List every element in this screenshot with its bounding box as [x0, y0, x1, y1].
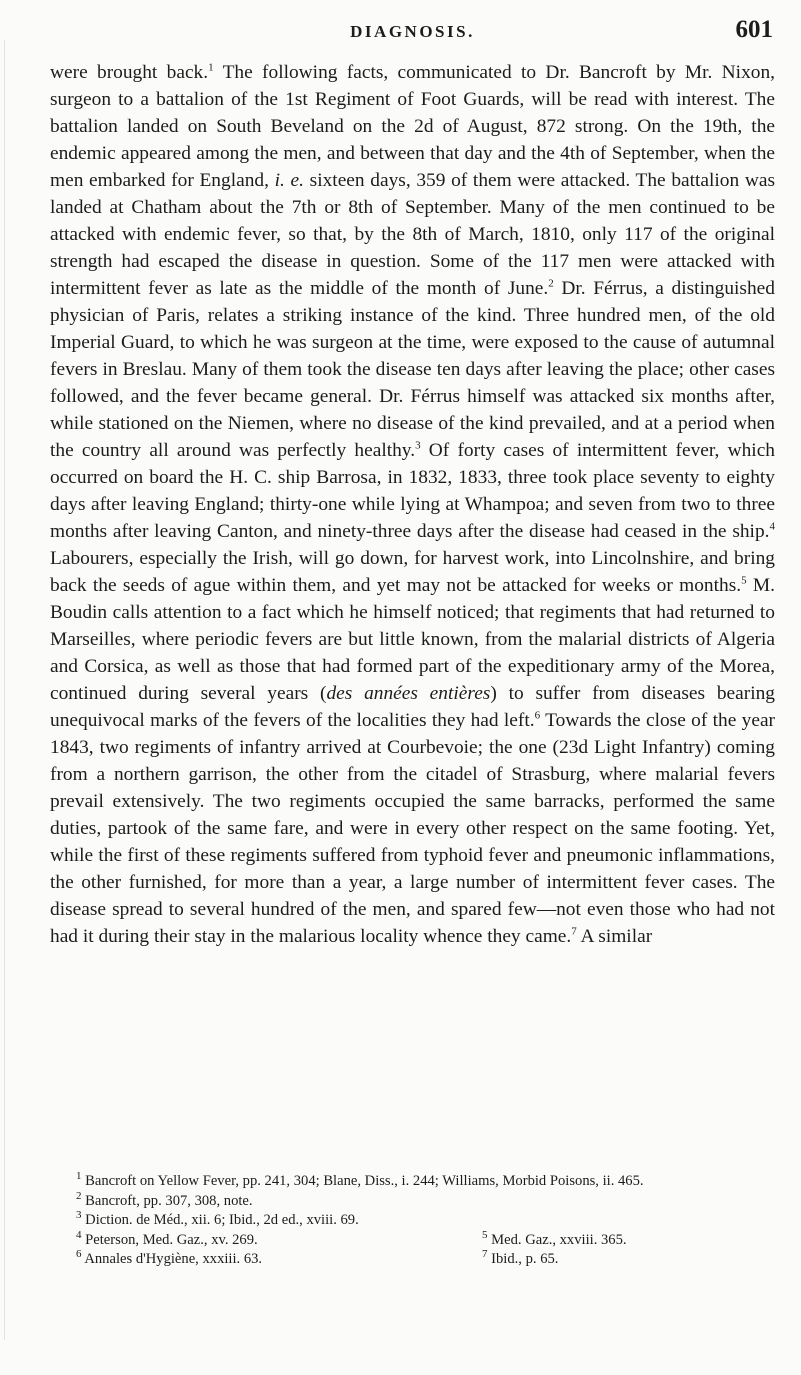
body-paragraph	[50, 59, 775, 950]
footnote-ref[interactable]: 5	[741, 574, 747, 587]
footnote-3	[50, 1211, 775, 1231]
running-head	[50, 12, 775, 52]
footnote-number: 7	[482, 1248, 488, 1261]
footnote-text: Peterson, Med. Gaz., xv. 269.	[81, 1231, 258, 1248]
page-number: 601	[735, 16, 773, 43]
footnote-number: 3	[76, 1209, 82, 1222]
footnote-ref[interactable]: 2	[548, 277, 554, 290]
text-segment: sixteen days, 359 of them were attacked. The battalion was landed at Chatham about the 7th or 8th of September. Many of the men continued to be attacked with endemic fever, so that, by the 8th of March, 1810, only 117 of the original strength had escaped the disease in question. Some of the 117 men were attacked with intermittent fever as late as the middle of the month of June.	[50, 170, 775, 299]
text-segment: Towards the close of the year 1843, two regiments of infantry arrived at Courbevoie; the one (23d Light Infantry) coming from a northern garrison, the other from the citadel of Strasburg, where malarial fevers prevail extensively. The two regiments occupied the same barracks, performed the same duties, partook of the same fare, and were in every other respect on the same footing. Yet, while the first of these regiments suffered from typhoid fever and pneumonic inflammations, the other furnished, for more than a year, a large number of intermittent fever cases. The disease spread to several hundred of the men, and spared few—not even those who had not had it during their stay in the malarious locality whence they came.	[50, 710, 776, 947]
footnote-6	[50, 1250, 482, 1270]
footnote-1	[50, 1172, 775, 1192]
footnote-7	[482, 1250, 558, 1270]
footnote-number: 1	[76, 1170, 82, 1183]
footnote-4	[50, 1228, 482, 1251]
italic-text: i. e.	[274, 170, 304, 191]
footnote-5	[482, 1228, 627, 1251]
running-title: DIAGNOSIS.	[350, 22, 475, 41]
footnote-number: 4	[76, 1228, 82, 1241]
text-segment: M. Boudin calls attention to a fact which he himself noticed; that regiments that had returned to Marseilles, where periodic fevers are but little known, from the malarial districts of Algeria and Corsica, as well as those that had formed part of the expeditionary army of the Morea, continued during several years (	[50, 575, 776, 704]
footnote-row	[50, 1228, 775, 1251]
footnote-text: Bancroft, pp. 307, 308, note.	[81, 1192, 253, 1209]
footnote-ref[interactable]: 3	[415, 439, 421, 452]
page-edge-line	[4, 40, 5, 1340]
footnote-row	[50, 1250, 775, 1270]
footnote-text: Ibid., p. 65.	[487, 1251, 559, 1268]
text-segment: ) to suffer from diseases bearing unequivocal marks of the fevers of the localities they had left.	[50, 683, 775, 731]
footnote-ref[interactable]: 4	[769, 520, 775, 533]
text-segment: were brought back.	[50, 62, 209, 83]
footnote-ref[interactable]: 7	[571, 925, 577, 938]
text-segment: Labourers, especially the Irish, will go down, for harvest work, into Lincolnshire, and bring back the seeds of ague within them, and yet may not be attacked for weeks or months.	[50, 548, 775, 596]
text-segment: The following facts, communicated to Dr. Bancroft by Mr. Nixon, surgeon to a battalion of the 1st Regiment of Foot Guards, will be read with interest. The battalion landed on South Beveland on the 2d of August, 872 strong. On the 19th, the endemic appeared among the men, and between that day and the 4th of September, when the men embarked for England,	[50, 62, 775, 191]
text-segment: Of forty cases of intermittent fever, which occurred on board the H. C. ship Barrosa, in 1832, 1833, three took place seventy to eighty days after leaving England; thirty-one while lying at Whampoa; and seven from two to three months after leaving Canton, and ninety-three days after the disease had ceased in the ship.	[50, 440, 775, 542]
text-segment: Dr. Férrus, a distinguished physician of Paris, relates a striking instance of the kind. Three hundred men, of the old Imperial Guard, to which he was surgeon at the time, were exposed to the cause of autumnal fevers in Breslau. Many of them took the disease ten days after leaving the place; other cases followed, and the fever became general. Dr. Férrus himself was attacked six months after, while stationed on the Niemen, where no disease of the kind prevailed, and at a period when the country all around was perfectly healthy.	[50, 278, 775, 461]
footnote-number: 2	[76, 1189, 82, 1202]
footnote-text: Diction. de Méd., xii. 6; Ibid., 2d ed., xviii. 69.	[81, 1212, 359, 1229]
footnotes	[50, 1172, 775, 1270]
footnote-text: Annales d'Hygiène, xxxiii. 63.	[81, 1251, 263, 1268]
footnote-text: Bancroft on Yellow Fever, pp. 241, 304; Blane, Diss., i. 244; Williams, Morbid Poisons, ii. 465.	[81, 1173, 644, 1189]
text-segment: A similar	[576, 926, 653, 947]
footnote-number: 5	[482, 1228, 488, 1241]
footnote-ref[interactable]: 6	[534, 709, 541, 722]
footnote-2	[50, 1189, 775, 1212]
footnote-text: Med. Gaz., xxviii. 365.	[487, 1231, 627, 1248]
footnote-number: 6	[76, 1248, 82, 1261]
footnote-ref[interactable]: 1	[208, 61, 214, 74]
italic-text: des années entières	[326, 683, 491, 704]
